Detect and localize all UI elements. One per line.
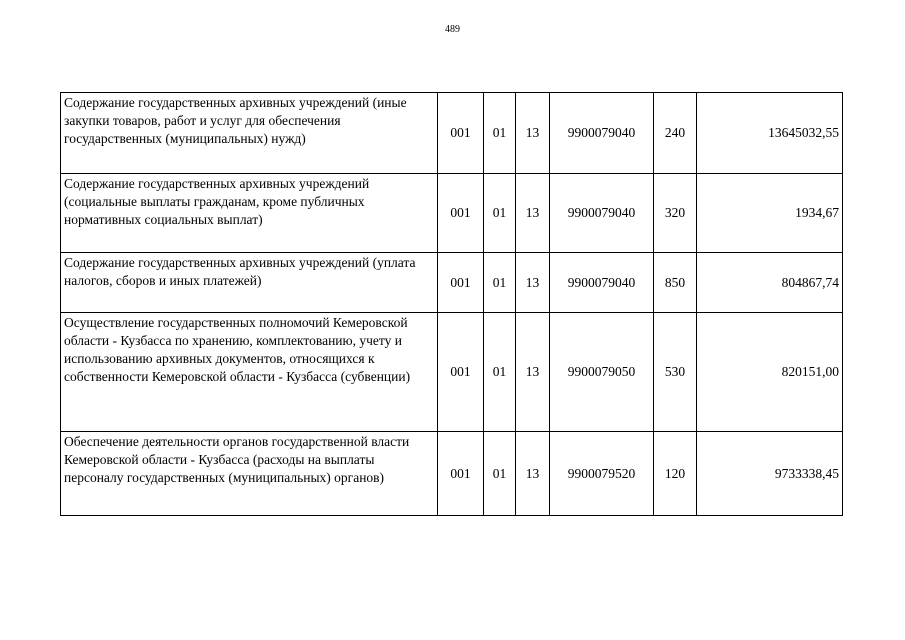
expense-type-code: 240 <box>654 93 697 174</box>
budget-table <box>60 92 843 516</box>
amount: 13645032,55 <box>697 93 843 174</box>
table-row <box>61 93 843 174</box>
section-code: 01 <box>484 93 516 174</box>
row-description: Содержание государственных архивных учреждений (уплата налогов, сборов и иных платежей) <box>61 253 438 313</box>
subsection-code: 13 <box>516 313 550 432</box>
subsection-code: 13 <box>516 93 550 174</box>
table-row <box>61 313 843 432</box>
subsection-code: 13 <box>516 174 550 253</box>
section-code: 01 <box>484 313 516 432</box>
expense-type-code: 320 <box>654 174 697 253</box>
row-description: Содержание государственных архивных учреждений (социальные выплаты гражданам, кроме публичных нормативных социальных выплат) <box>61 174 438 253</box>
ministry-code: 001 <box>438 93 484 174</box>
ministry-code: 001 <box>438 313 484 432</box>
table-row <box>61 432 843 516</box>
expense-type-code: 850 <box>654 253 697 313</box>
ministry-code: 001 <box>438 174 484 253</box>
page-number: 489 <box>445 24 460 35</box>
table-row <box>61 253 843 313</box>
target-item-code: 9900079520 <box>550 432 654 516</box>
target-item-code: 9900079040 <box>550 174 654 253</box>
amount: 820151,00 <box>697 313 843 432</box>
target-item-code: 9900079040 <box>550 93 654 174</box>
subsection-code: 13 <box>516 253 550 313</box>
row-description: Обеспечение деятельности органов государственной власти Кемеровской области - Кузбасса (расходы на выплаты персоналу государственных (муниципальных) органов) <box>61 432 438 516</box>
amount: 9733338,45 <box>697 432 843 516</box>
amount: 1934,67 <box>697 174 843 253</box>
table-row <box>61 174 843 253</box>
row-description: Осуществление государственных полномочий Кемеровской области - Кузбасса по хранению, комплектованию, учету и использованию архивных документов, относящихся к собственности Кемеровской области - Кузбасса (субвенции) <box>61 313 438 432</box>
subsection-code: 13 <box>516 432 550 516</box>
section-code: 01 <box>484 174 516 253</box>
ministry-code: 001 <box>438 253 484 313</box>
row-description: Содержание государственных архивных учреждений (иные закупки товаров, работ и услуг для обеспечения государственных (муниципальных) нужд) <box>61 93 438 174</box>
amount: 804867,74 <box>697 253 843 313</box>
expense-type-code: 120 <box>654 432 697 516</box>
ministry-code: 001 <box>438 432 484 516</box>
expense-type-code: 530 <box>654 313 697 432</box>
section-code: 01 <box>484 432 516 516</box>
target-item-code: 9900079050 <box>550 313 654 432</box>
section-code: 01 <box>484 253 516 313</box>
target-item-code: 9900079040 <box>550 253 654 313</box>
